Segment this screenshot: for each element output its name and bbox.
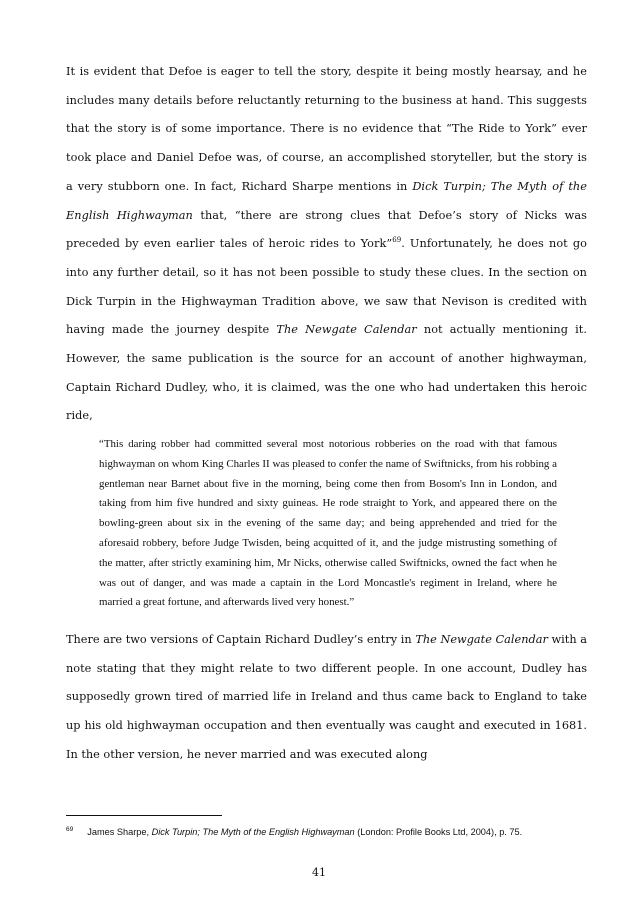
paragraph-text: It is evident that Defoe is eager to tell the story, despite it being mostly hearsay, and he includes many details before reluctantly returning to the business at hand. This suggests that the story is of some importance. There is no evidence that “The Ride to York” ever took place and Daniel Defoe was, of course, an accomplished storyteller, but the story is a very stubborn one. In fact, Richard Sharpe mentions in (66, 65, 587, 193)
page-number: 41 (312, 866, 326, 879)
book-title-newgate-calendar: The Newgate Calendar (415, 633, 548, 646)
footnote (66, 823, 606, 839)
body-paragraph-2 (66, 626, 587, 770)
block-quote: “This daring robber had committed several most notorious robberies on the road with that famous highwayman on whom King Charles II was pleased to confer the name of Swiftnicks, from his robbing a gentleman near Barnet about five in the morning, being come then from Bosom's Inn in London, and taking from him five hundred and sixty guineas. He rode straight to York, and appeared there on the bowling-green about six in the evening of the same day; and being apprehended and tried for the aforesaid robbery, before Judge Twisden, being acquitted of it, and the judge mistrusting something of the matter, after strictly examining him, Mr Nicks, otherwise called Swiftnicks, owned the fact when he was out of danger, and was made a captain in the Lord Moncastle's regiment in Ireland, where he married a great fortune, and afterwards lived very honest.” (99, 438, 557, 609)
paragraph-text: . Unfortunately, he does not go into any further detail, so it has not been possible to study these clues. In the section on Dick Turpin in the Highwayman Tradition above, we saw that Nevison is credited with having made the journey despite (66, 237, 587, 337)
book-title-newgate-calendar: The Newgate Calendar (276, 323, 417, 337)
footnote-author: James Sharpe, (87, 827, 152, 838)
footnote-reference[interactable]: 69 (392, 236, 402, 245)
paragraph-text: not actually mentioning it. However, the same publication is the source for an account of another highwayman, Captain Richard Dudley, who, it is claimed, was the one who had undertaken this heroic ride, (66, 323, 588, 423)
footnote-citation: (London: Profile Books Ltd, 2004), p. 75. (354, 827, 523, 838)
paragraph-text: There are two versions of Captain Richard Dudley’s entry in (66, 633, 416, 646)
footnote-divider (66, 815, 222, 816)
paragraph-text: with a note stating that they might relate to two different people. In one account, Dudley has supposedly grown tired of married life in Ireland and thus came back to England to take up his old highwayman occupation and then eventually was caught and executed in 1681. In the other version, he never married and was executed along (66, 633, 587, 761)
paragraph-text: that, “there are strong clues that Defoe’s story of Nicks was preceded by even earlier tales of heroic rides to York” (66, 208, 587, 251)
footnote-number: 69 (66, 826, 74, 833)
footnote-book-title: Dick Turpin; The Myth of the English Highwayman (151, 827, 355, 838)
body-paragraph-1 (66, 58, 587, 431)
book-title-dick-turpin: Dick Turpin; The Myth of the English Highwayman (66, 179, 587, 222)
